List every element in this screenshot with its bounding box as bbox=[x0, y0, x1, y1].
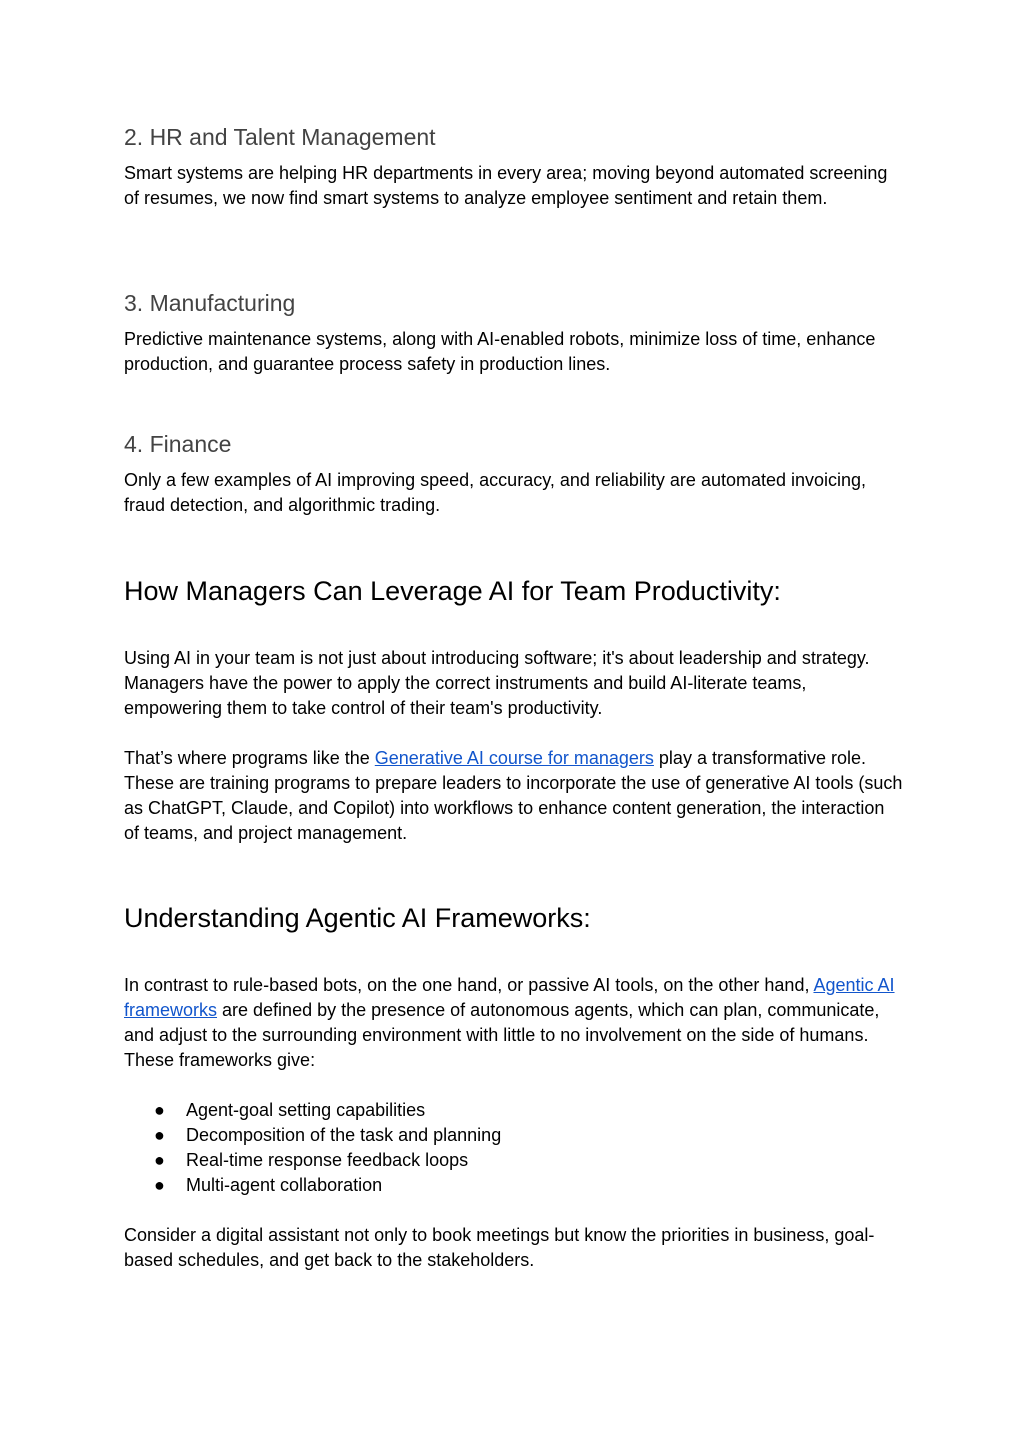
section-heading-finance: 4. Finance bbox=[124, 431, 232, 457]
section-heading-manufacturing: 3. Manufacturing bbox=[124, 290, 296, 316]
section-body-finance: Only a few examples of AI improving speed, accuracy, and reliability are automated invoicing, fraud detection, and algorithmic trading. bbox=[124, 470, 867, 515]
list-item-text: Agent-goal setting capabilities bbox=[186, 1100, 426, 1120]
managers-paragraph-1: Using AI in your team is not just about introducing software; it's about leadership and strategy. Managers have the power to apply the correct instruments and build AI-literate teams, empowering them to take control of their team's productivity. bbox=[124, 648, 870, 718]
heading-agentic: Understanding Agentic AI Frameworks: bbox=[124, 903, 591, 933]
agentic-paragraph-1-tail: are defined by the presence of autonomous agents, which can plan, communicate, and adjust to the surrounding environment with little to no involvement on the side of humans. These frameworks give: bbox=[124, 1000, 880, 1070]
managers-paragraph-2 bbox=[124, 746, 904, 846]
list-item-text: Multi-agent collaboration bbox=[186, 1175, 383, 1195]
list-item bbox=[124, 1123, 904, 1148]
list-item-text: Decomposition of the task and planning bbox=[186, 1125, 502, 1145]
heading-managers: How Managers Can Leverage AI for Team Productivity: bbox=[124, 576, 781, 606]
agentic-paragraph-2: Consider a digital assistant not only to book meetings but know the priorities in business, goal-based schedules, and get back to the stakeholders. bbox=[124, 1225, 875, 1270]
agentic-bullet-list bbox=[124, 1098, 904, 1198]
list-item bbox=[124, 1173, 904, 1198]
generative-ai-course-link[interactable]: Generative AI course for managers bbox=[374, 748, 654, 768]
bullet-icon: ● bbox=[154, 1125, 165, 1145]
managers-paragraph-2-tail: play a transformative role. These are training programs to prepare leaders to incorporate the use of generative AI tools (such as ChatGPT, Claude, and Copilot) into workflows to enhance content generation, the interaction of teams, and project management. bbox=[124, 748, 903, 843]
section-heading-hr: 2. HR and Talent Management bbox=[124, 124, 436, 150]
agentic-paragraph-1 bbox=[124, 973, 904, 1073]
bullet-icon: ● bbox=[154, 1175, 165, 1195]
managers-paragraph-2-lead: That’s where programs like the bbox=[124, 748, 375, 768]
section-body-manufacturing: Predictive maintenance systems, along with AI-enabled robots, minimize loss of time, enhance production, and guarantee process safety in production lines. bbox=[124, 329, 876, 374]
agentic-ai-frameworks-link[interactable]: Agentic AI frameworks bbox=[124, 975, 895, 1020]
list-item-text: Real-time response feedback loops bbox=[186, 1150, 469, 1170]
section-body-hr: Smart systems are helping HR departments in every area; moving beyond automated screening of resumes, we now find smart systems to analyze employee sentiment and retain them. bbox=[124, 163, 888, 208]
list-item bbox=[124, 1098, 904, 1123]
list-item bbox=[124, 1148, 904, 1173]
agentic-paragraph-1-lead: In contrast to rule-based bots, on the one hand, or passive AI tools, on the other hand, bbox=[124, 975, 814, 995]
bullet-icon: ● bbox=[154, 1150, 165, 1170]
bullet-icon: ● bbox=[154, 1100, 165, 1120]
